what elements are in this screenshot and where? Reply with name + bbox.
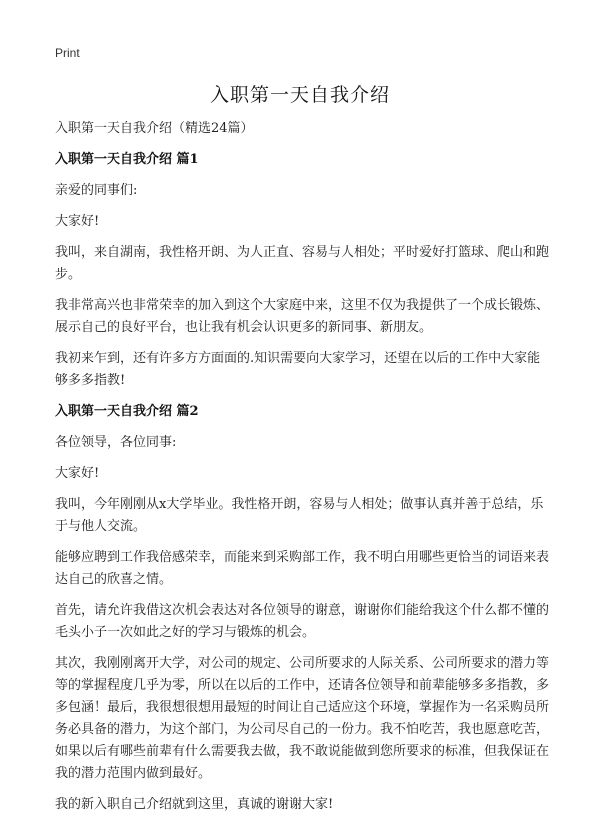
paragraph: 亲爱的同事们:: [55, 183, 138, 198]
section-heading: 入职第一天自我介绍 篇1: [55, 152, 199, 167]
print-link[interactable]: Print: [55, 46, 80, 60]
paragraph: 大家好!: [55, 466, 100, 481]
paragraph: 大家好!: [55, 214, 100, 229]
page-title: 入职第一天自我介绍: [209, 84, 390, 106]
document-subtitle: 入职第一天自我介绍（精选24篇）: [55, 121, 254, 136]
section-heading: 入职第一天自我介绍 篇2: [55, 404, 199, 419]
paragraph: 我的新入职自己介绍就到这里，真诚的谢谢大家!: [55, 797, 334, 812]
paragraph: 首先，请允许我借这次机会表达对各位领导的谢意，谢谢你们能给我这个什么都不懂的毛头小子一次如此之好的学习与锻炼的机会。: [55, 603, 550, 640]
paragraph: 我叫，今年刚刚从x大学毕业。我性格开朗，容易与人相处；做事认真并善于总结，乐于与他人交流。: [55, 497, 544, 534]
paragraph: 各位领导，各位同事:: [55, 435, 177, 450]
document-body: [55, 118, 550, 825]
paragraph: 能够应聘到工作我倍感荣幸，而能来到采购部工作，我不明白用哪些更恰当的词语来表达自己的欣喜之情。: [55, 550, 550, 587]
paragraph: 我叫，来自湖南，我性格开朗、为人正直、容易与人相处；平时爱好打篮球、爬山和跑步。: [55, 245, 550, 282]
paragraph: 我初来乍到，还有许多方方面面的.知识需要向大家学习，还望在以后的工作中大家能够多多指教!: [55, 351, 541, 388]
paragraph: 我非常高兴也非常荣幸的加入到这个大家庭中来，这里不仅为我提供了一个成长锻炼、展示自己的良好平台，也让我有机会认识更多的新同事、新朋友。: [55, 298, 550, 335]
paragraph: 其次，我刚刚离开大学，对公司的规定、公司所要求的人际关系、公司所要求的潜力等等的掌握程度几乎为零，所以在以后的工作中，还请各位领导和前辈能够多多指教，多多包涵！最后，我很想很想用最短的时间让自己适应这个环境，掌握作为一名采购员所务必具备的潜力，为这个部门，为公司尽自己的一份力。我不怕吃苦，我也愿意吃苦，如果以后有哪些前辈有什么需要我去做，我不敢说能做到您所要求的标准，但我保证在我的潜力范围内做到最好。: [55, 656, 550, 781]
